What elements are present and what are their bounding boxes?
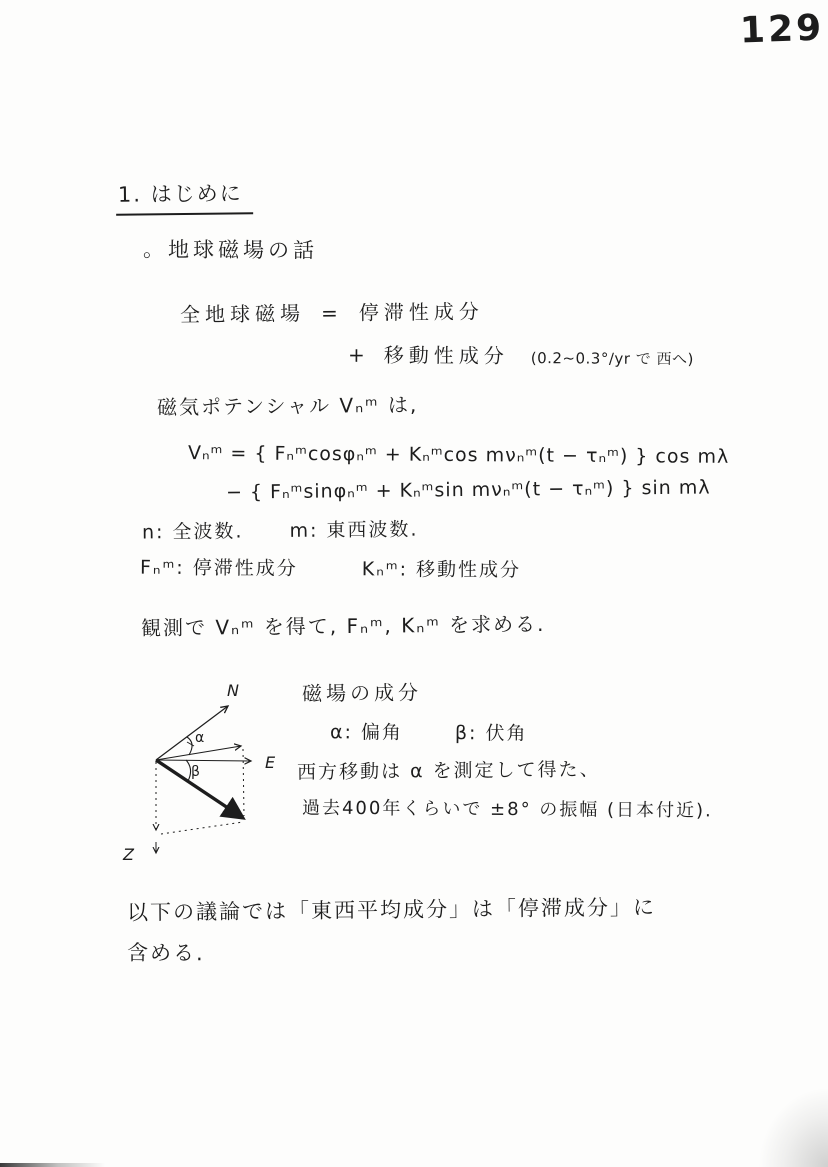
alpha-label: α (195, 730, 205, 746)
beta-angle-arc (186, 760, 191, 781)
alpha-definition: α: 偏角 (329, 721, 404, 744)
def-k: Kₙᵐ: 移動性成分 (361, 558, 522, 582)
plus-sign: + (347, 342, 370, 367)
horizontal-component-arrow (156, 746, 241, 760)
scan-smudge-bottom-left (0, 1163, 105, 1167)
z-axis-label: Z (123, 845, 134, 864)
observation-line: 観測で Vₙᵐ を得て, Fₙᵐ, Kₙᵐ を求める. (140, 611, 546, 641)
east-axis-label: E (265, 753, 276, 772)
potential-intro: 磁気ポテンシャル Vₙᵐ は, (156, 392, 419, 420)
decomposition-rhs2: 移動性成分 (383, 343, 509, 368)
beta-definition: β: 伏角 (454, 722, 528, 745)
field-components-diagram (95, 672, 295, 877)
def-f: Fₙᵐ: 停滞性成分 (139, 556, 298, 580)
decomposition-line1 (180, 299, 484, 326)
conclusion-line2: 含める. (126, 940, 205, 966)
potential-eq-line1: Vₙᵐ = { Fₙᵐcosφₙᵐ + Kₙᵐcos mνₙᵐ(t − τₙᵐ) } cos mλ (187, 442, 730, 468)
potential-eq-line2: − { Fₙᵐsinφₙᵐ + Kₙᵐsin mνₙᵐ(t − τₙᵐ) } sin mλ (225, 476, 711, 504)
bottom-projection-dotted (161, 822, 243, 834)
diagram-caption-title: 磁場の成分 (301, 680, 423, 706)
intro-line: 。地球磁場の話 (142, 237, 319, 263)
decomposition-rhs1: 停滞性成分 (358, 299, 484, 325)
right-projection-dotted (243, 749, 244, 816)
scan-shadow-bottom-right (758, 1087, 828, 1167)
wavenumber-definitions (142, 519, 419, 545)
page-number: 129 (739, 7, 825, 52)
north-axis-label: N (227, 681, 239, 700)
north-arrow (156, 706, 228, 760)
def-n: n: 全波数. (141, 520, 244, 544)
alpha-arc-tick (187, 742, 194, 746)
beta-label: β (191, 764, 200, 780)
westward-drift-note: (0.2~0.3°/yr で 西へ) (530, 349, 694, 369)
westward-drift-measurement-line: 西方移動は α を測定して得た、 (296, 758, 601, 784)
east-axis-arrow (156, 760, 251, 761)
conclusion-line1: 以下の議論では「東西平均成分」は「停滞成分」に (126, 895, 657, 925)
decomposition-line2 (348, 343, 694, 369)
angle-definitions (330, 721, 528, 745)
decomposition-lhs: 全地球磁場 (179, 301, 306, 327)
def-m: m: 東西波数. (289, 518, 419, 542)
section-heading: 1. はじめに (116, 181, 253, 216)
equals-sign: = (320, 300, 343, 326)
alpha-angle-arc (187, 737, 192, 755)
coefficient-definitions (140, 557, 521, 582)
amplitude-note-line: 過去400年くらいで ±8° の振幅 (日本付近). (301, 797, 713, 822)
